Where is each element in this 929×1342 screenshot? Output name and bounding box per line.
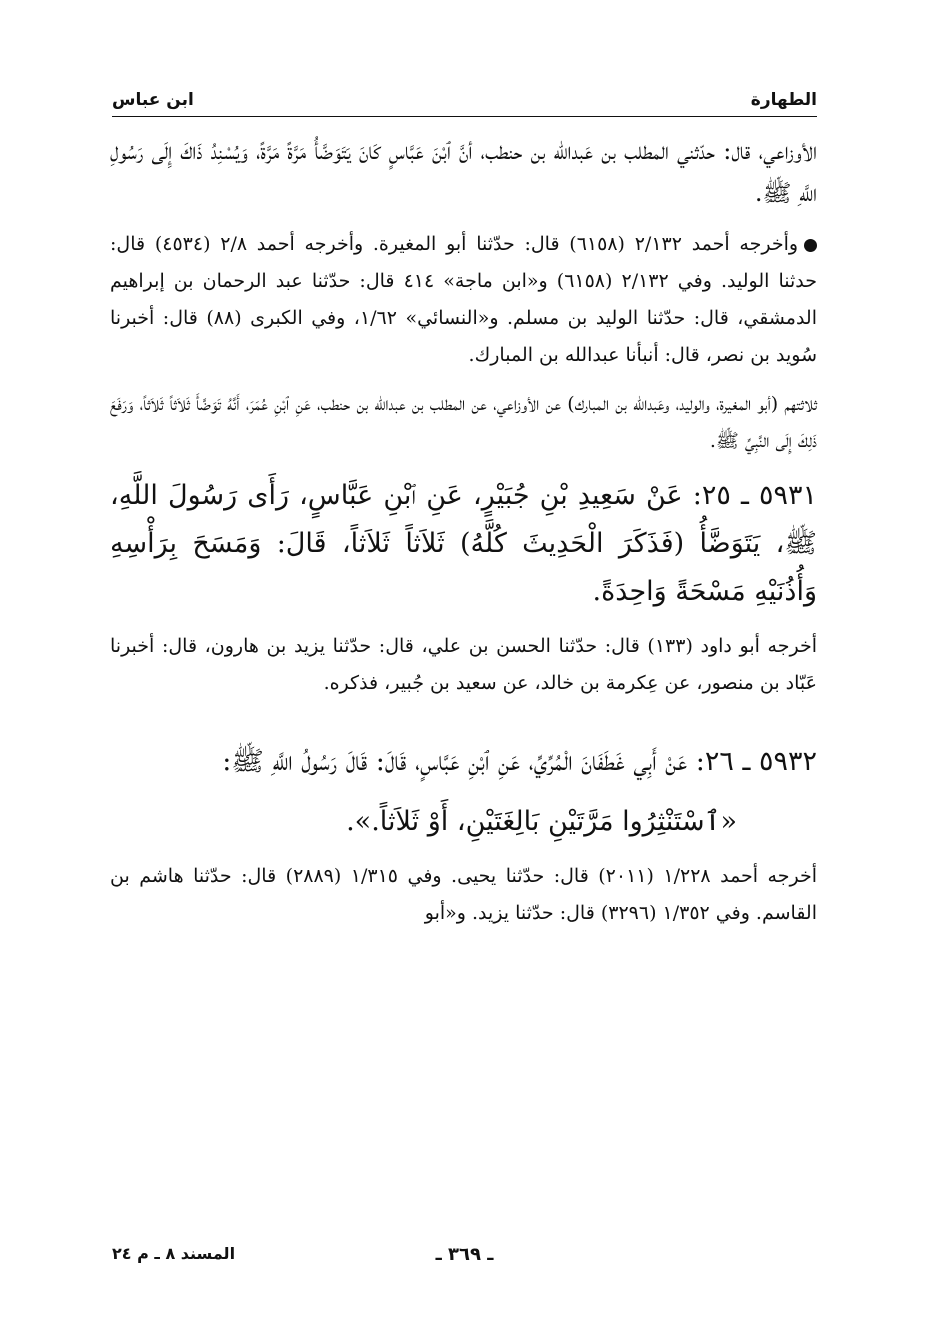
takhrij-5932: أخرجه أحمد ١/٢٢٨ (٢٠١١) قال: حدّثنا يحيى. وفي ١/٣١٥ (٢٨٨٩) قال: حدّثنا هاشم بن القاسم. وفي ١/٣٥٢ (٣٢٩٦) قال: حدّثنا يزيد. و«أبو: [110, 865, 817, 924]
page-body: [110, 130, 817, 944]
chapter-title: الطهارة: [750, 90, 817, 110]
section-title: ابن عباس: [112, 90, 194, 110]
running-header: [112, 88, 817, 117]
hadith-quote: «ٱسْتَنْثِرُوا مَرَّتَيْنِ بَالِغَتَيْنِ، أَوْ ثَلاَثاً.».: [346, 806, 737, 837]
page-number: ـ ٣٦٩ ـ: [435, 1244, 494, 1265]
page-footer: [112, 1244, 817, 1274]
takhrij-5931: أخرجه أبو داود (١٣٣) قال: حدّثنا الحسن بن علي، قال: حدّثنا يزيد بن هارون، قال: أخبرنا عَبّاد بن منصور، عن عِكرمة بن خالد، عن سعيد بن جُبير، فذكره.: [110, 635, 818, 694]
printer-signature: المسند ٨ ـ م ٢٤: [112, 1244, 236, 1263]
hadith-5931: ٥٩٣١ ـ ٢٥: عَنْ سَعِيدِ بْنِ جُبَيْرٍ، عَنِ ٱبْنِ عَبَّاسٍ، رَأَى رَسُولَ اللَّهِ، ﷺ، يَتَوَضَّأُ (فَذَكَرَ الْحَدِيثَ كُلَّهُ) ثَلاَثاً ثَلاَثاً، قَالَ: وَمَسَحَ بِرَأْسِهِ وَأُذُنَيْهِ مَسْحَةً وَاحِدَةً.: [110, 480, 817, 607]
hadith-continuation: الأوزاعي، قال: حدّثني المطلب بن عَبدالله بن حنطب، أنَّ ٱبْنَ عَبَّاسٍ كَانَ يَتَوَضَّأُ مَرَّةً مَرَّةً، وَيُسْنِدُ ذَاكَ إِلَى رَسُولِ اللَّهِ ﷺ.: [110, 137, 817, 207]
bullet-icon: [804, 239, 817, 252]
takhrij-note: [110, 226, 817, 374]
takhrij-text: وأخرجه أحمد ٢/١٣٢ (٦١٥٨) قال: حدّثنا أبو المغيرة. وأخرجه أحمد ٢/٨ (٤٥٣٤) قال: حدثنا الوليد. وفي ٢/١٣٢ (٦١٥٨) و«ابن ماجة» ٤١٤ قال: حدّثنا عبد الرحمان بن إبراهيم الدمشقي، قال: حدّثنا الوليد بن مسلم. و«النسائي» ١/٦٢، وفي الكبرى (٨٨) قال: أخبرنا سُويد بن نصر، قال: أنبأنا عبدالله بن المبارك.: [110, 233, 818, 366]
spacer: [110, 714, 817, 738]
takhrij-note-2: ثلاثتهم (أبو المغيرة، والوليد، وعَبدالله بن المبارك) عن الأوزاعي، عن المطلب بن عبدالله بن حنطب، عَنِ ٱبْنِ عُمَرَ، أَنَّهُ تَوَضَّأَ ثَلاَثاً ثَلاَثاً، وَرَفَعَ ذَلِكَ إِلَى النَّبِيِّ ﷺ.: [110, 393, 817, 452]
hadith-5932: ٥٩٣٢ ـ ٢٦: عَنْ أَبِي غَطَفَانَ الْمُرِّيِّ، عَنِ ٱبْنِ عَبَّاسٍ، قَالَ: قَالَ رَسُولُ اللَّهِ ﷺ:: [222, 746, 817, 777]
